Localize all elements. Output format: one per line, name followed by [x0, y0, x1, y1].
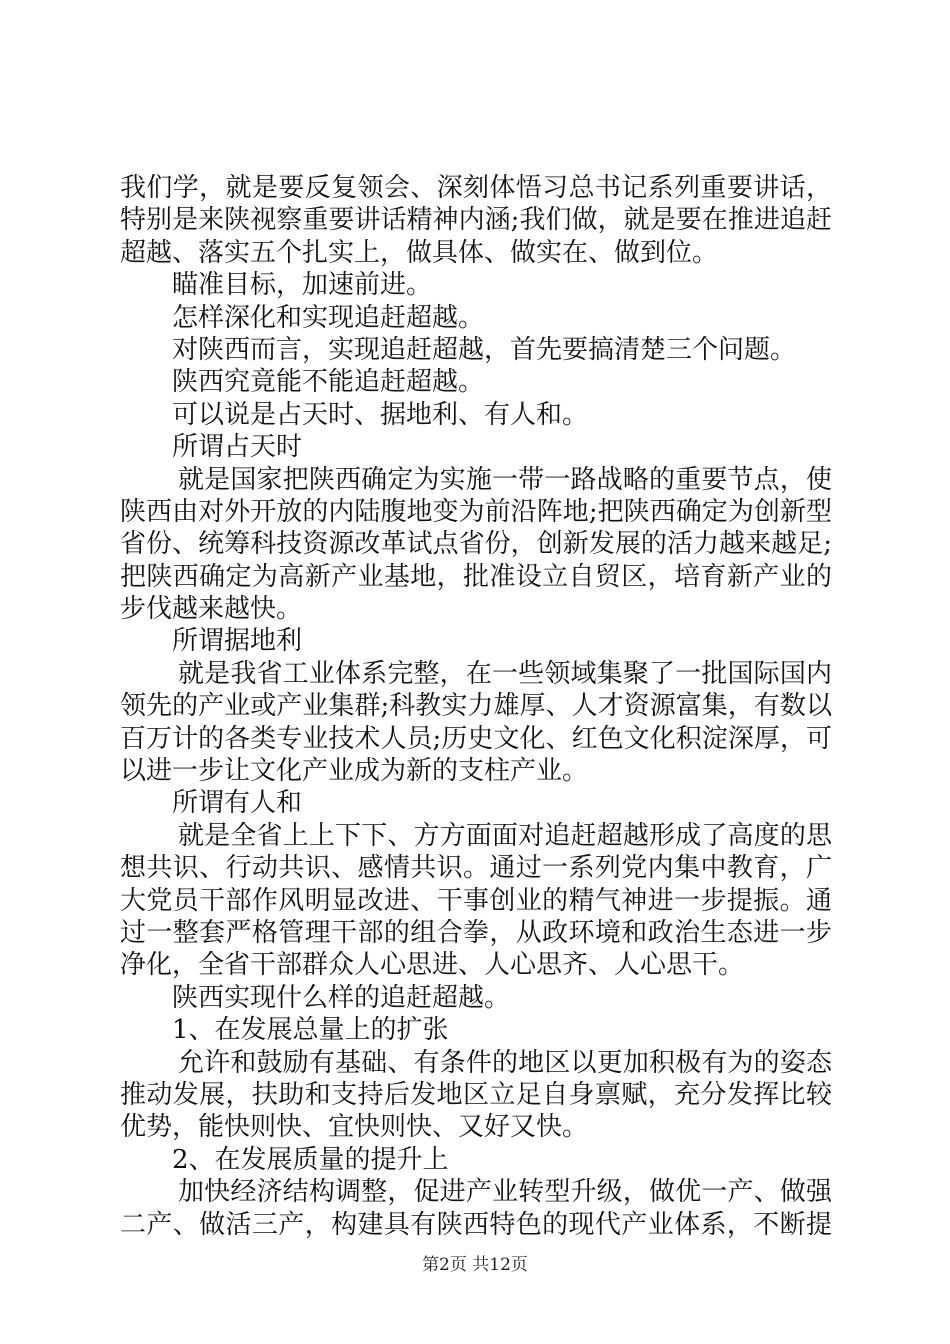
text-line: 步伐越来越快。: [120, 594, 303, 625]
text-line: 超越、落实五个扎实上，做具体、做实在、做到位。: [120, 237, 719, 268]
text-line: 省份、统筹科技资源改革试点省份，创新发展的活力越来越足;: [120, 529, 832, 560]
text-line: 就是全省上上下下、方方面面对追赶超越形成了高度的思: [178, 820, 832, 851]
section-heading: 1、在发展总量上的扩张: [172, 1015, 449, 1046]
text-line: 可以说是占天时、据地利、有人和。: [172, 399, 589, 430]
page-number: 第2页 共12页: [422, 1255, 528, 1275]
section-heading: 所谓有人和: [172, 788, 303, 819]
text-line: 优势，能快则快、宜快则快、又好又快。: [120, 1112, 589, 1143]
section-heading: 所谓占天时: [172, 432, 303, 463]
text-line: 特别是来陕视察重要讲话精神内涵;我们做，就是要在推进追赶: [120, 205, 832, 236]
text-line: 陕西实现什么样的追赶超越。: [172, 982, 511, 1013]
text-line: 加快经济结构调整，促进产业转型升级，做优一产、做强: [178, 1177, 832, 1208]
text-line: 推动发展，扶助和支持后发地区立足自身禀赋，充分发挥比较: [120, 1079, 832, 1110]
text-line: 我们学，就是要反复领会、深刻体悟习总书记系列重要讲话，: [120, 173, 832, 203]
text-line: 领先的产业或产业集群;科教实力雄厚、人才资源富集，有数以: [120, 691, 832, 722]
text-line: 陕西究竟能不能追赶超越。: [172, 367, 485, 398]
text-line: 过一整套严格管理干部的组合拳，从政环境和政治生态进一步: [120, 917, 832, 948]
text-line: 把陕西确定为高新产业基地，批准设立自贸区，培育新产业的: [120, 561, 832, 592]
text-line: 净化，全省干部群众人心思进、人心思齐、人心思干。: [120, 950, 745, 981]
text-line: 百万计的各类专业技术人员;历史文化、红色文化积淀深厚，可: [120, 723, 832, 754]
text-line: 对陕西而言，实现追赶超越，首先要搞清楚三个问题。: [172, 334, 797, 365]
document-body: [120, 172, 832, 1241]
text-line: 陕西由对外开放的内陆腹地变为前沿阵地;把陕西确定为创新型: [120, 496, 832, 527]
text-line: 就是国家把陕西确定为实施一带一路战略的重要节点，使: [178, 464, 832, 495]
section-heading: 所谓据地利: [172, 626, 303, 657]
text-line: 怎样深化和实现追赶超越。: [172, 302, 485, 333]
text-line: 二产、做活三产，构建具有陕西特色的现代产业体系，不断提: [120, 1209, 832, 1240]
text-line: 以进一步让文化产业成为新的支柱产业。: [120, 756, 589, 787]
text-line: 允许和鼓励有基础、有条件的地区以更加积极有为的姿态: [178, 1047, 832, 1078]
text-line: 想共识、行动共识、感情共识。通过一系列党内集中教育，广: [120, 853, 832, 884]
text-line: 大党员干部作风明显改进、干事创业的精气神进一步提振。通: [120, 885, 832, 916]
text-line: 就是我省工业体系完整，在一些领域集聚了一批国际国内: [178, 658, 832, 689]
section-heading: 2、在发展质量的提升上: [172, 1144, 449, 1175]
text-line: 瞄准目标，加速前进。: [172, 270, 433, 301]
